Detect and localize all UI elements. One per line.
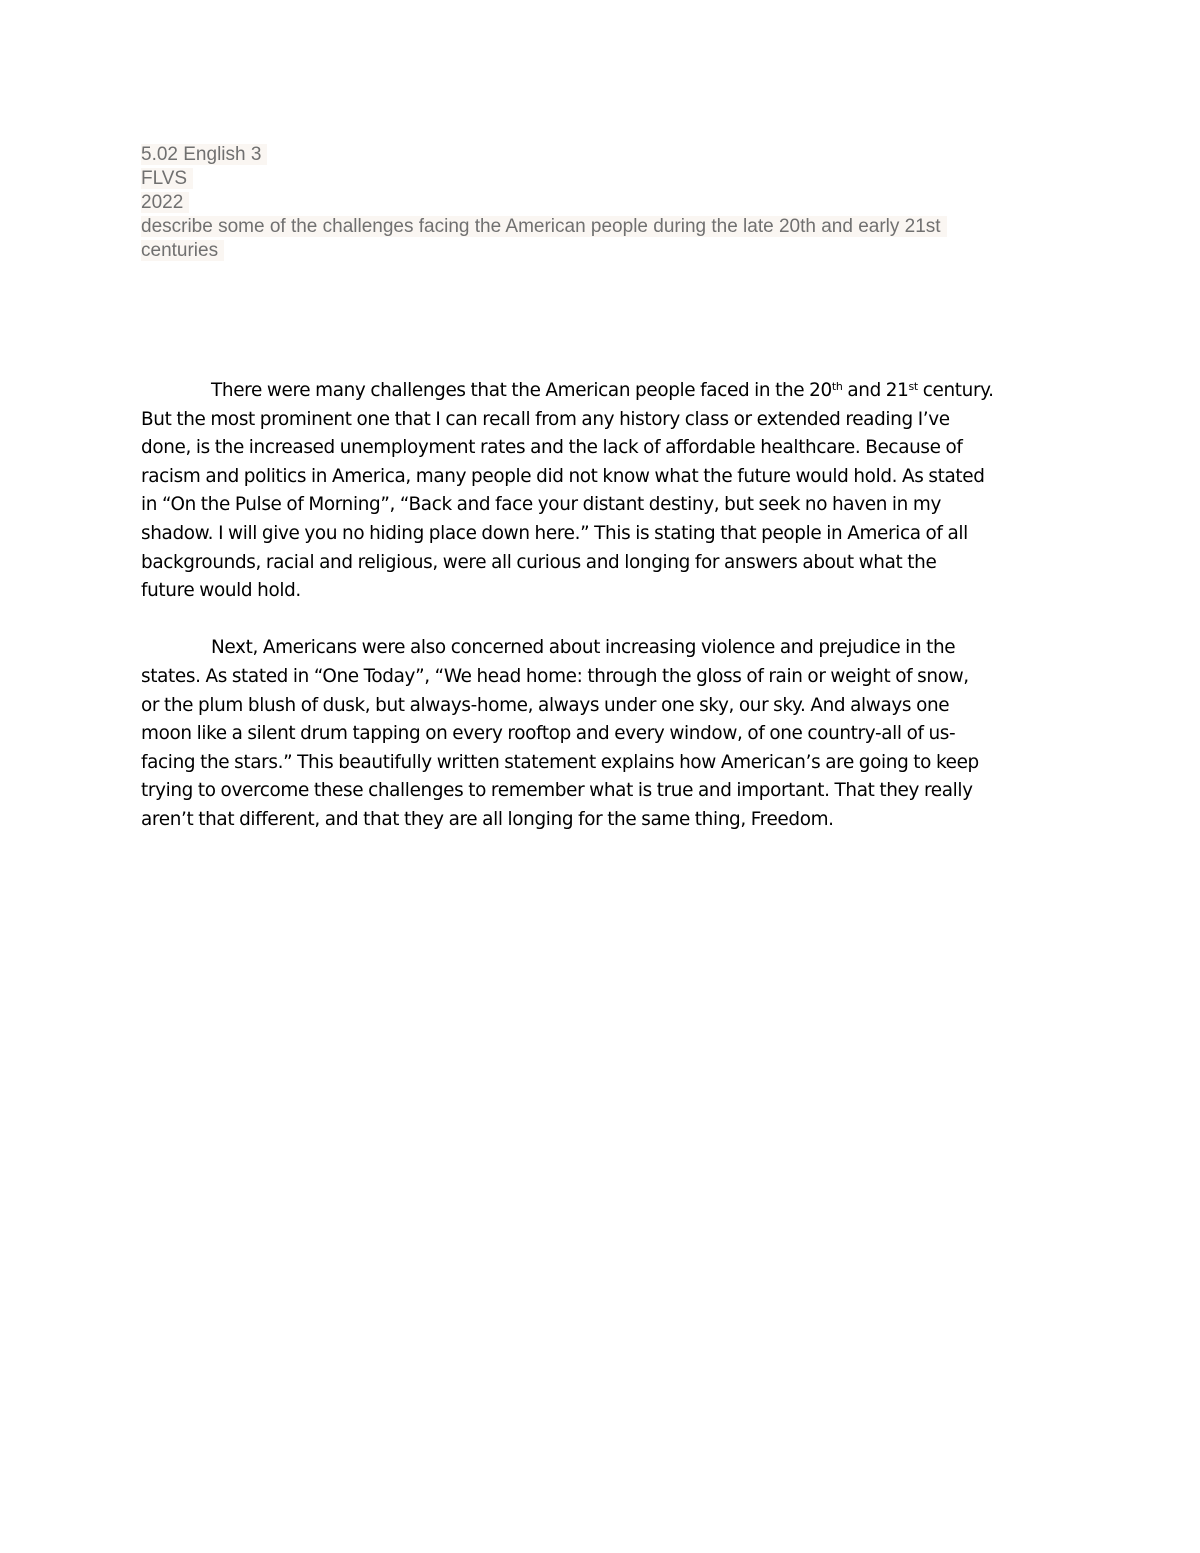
paragraph-2-line-2: states. As stated in “One Today”, “We head home: through the gloss of rain or weight of snow, xyxy=(141,665,969,687)
document-header xyxy=(141,143,1041,263)
paragraph-2-line-5: facing the stars.” This beautifully written statement explains how American’s are going to keep xyxy=(141,751,979,773)
paragraph-1-line-3: done, is the increased unemployment rates and the lack of affordable healthcare. Because of xyxy=(141,437,963,459)
prompt-line-1: describe some of the challenges facing the American people during the late 20th and early 21st xyxy=(141,215,1041,239)
essay-body xyxy=(141,377,1071,863)
paragraph-2 xyxy=(141,634,1071,834)
paragraph-2-line-6: trying to overcome these challenges to remember what is true and important. That they really xyxy=(141,780,973,802)
paragraph-1-line-5: in “On the Pulse of Morning”, “Back and face your distant destiny, but seek no haven in my xyxy=(141,494,941,516)
year: 2022 xyxy=(141,191,1041,215)
paragraph-1-line-8: future would hold. xyxy=(141,580,301,602)
school-name: FLVS xyxy=(141,167,1041,191)
paragraph-2-line-3: or the plum blush of dusk, but always-home, always under one sky, our sky. And always one xyxy=(141,694,950,716)
course-title: 5.02 English 3 xyxy=(141,143,1041,167)
paragraph-1 xyxy=(141,377,1071,606)
paragraph-1-line-2: But the most prominent one that I can recall from any history class or extended reading I’ve xyxy=(141,408,950,430)
paragraph-2-line-4: moon like a silent drum tapping on every rooftop and every window, of one country-all of us- xyxy=(141,723,956,745)
paragraph-1-line-6: shadow. I will give you no hiding place down here.” This is stating that people in America of all xyxy=(141,522,968,544)
paragraph-1-line-1: There were many challenges that the American people faced in the 20th and 21st century. xyxy=(211,379,994,401)
paragraph-1-line-7: backgrounds, racial and religious, were all curious and longing for answers about what the xyxy=(141,551,937,573)
paragraph-2-line-7: aren’t that different, and that they are all longing for the same thing, Freedom. xyxy=(141,808,834,830)
paragraph-1-line-4: racism and politics in America, many people did not know what the future would hold. As stated xyxy=(141,465,985,487)
prompt-line-2: centuries xyxy=(141,239,1041,263)
paragraph-2-line-1: Next, Americans were also concerned about increasing violence and prejudice in the xyxy=(211,637,956,659)
